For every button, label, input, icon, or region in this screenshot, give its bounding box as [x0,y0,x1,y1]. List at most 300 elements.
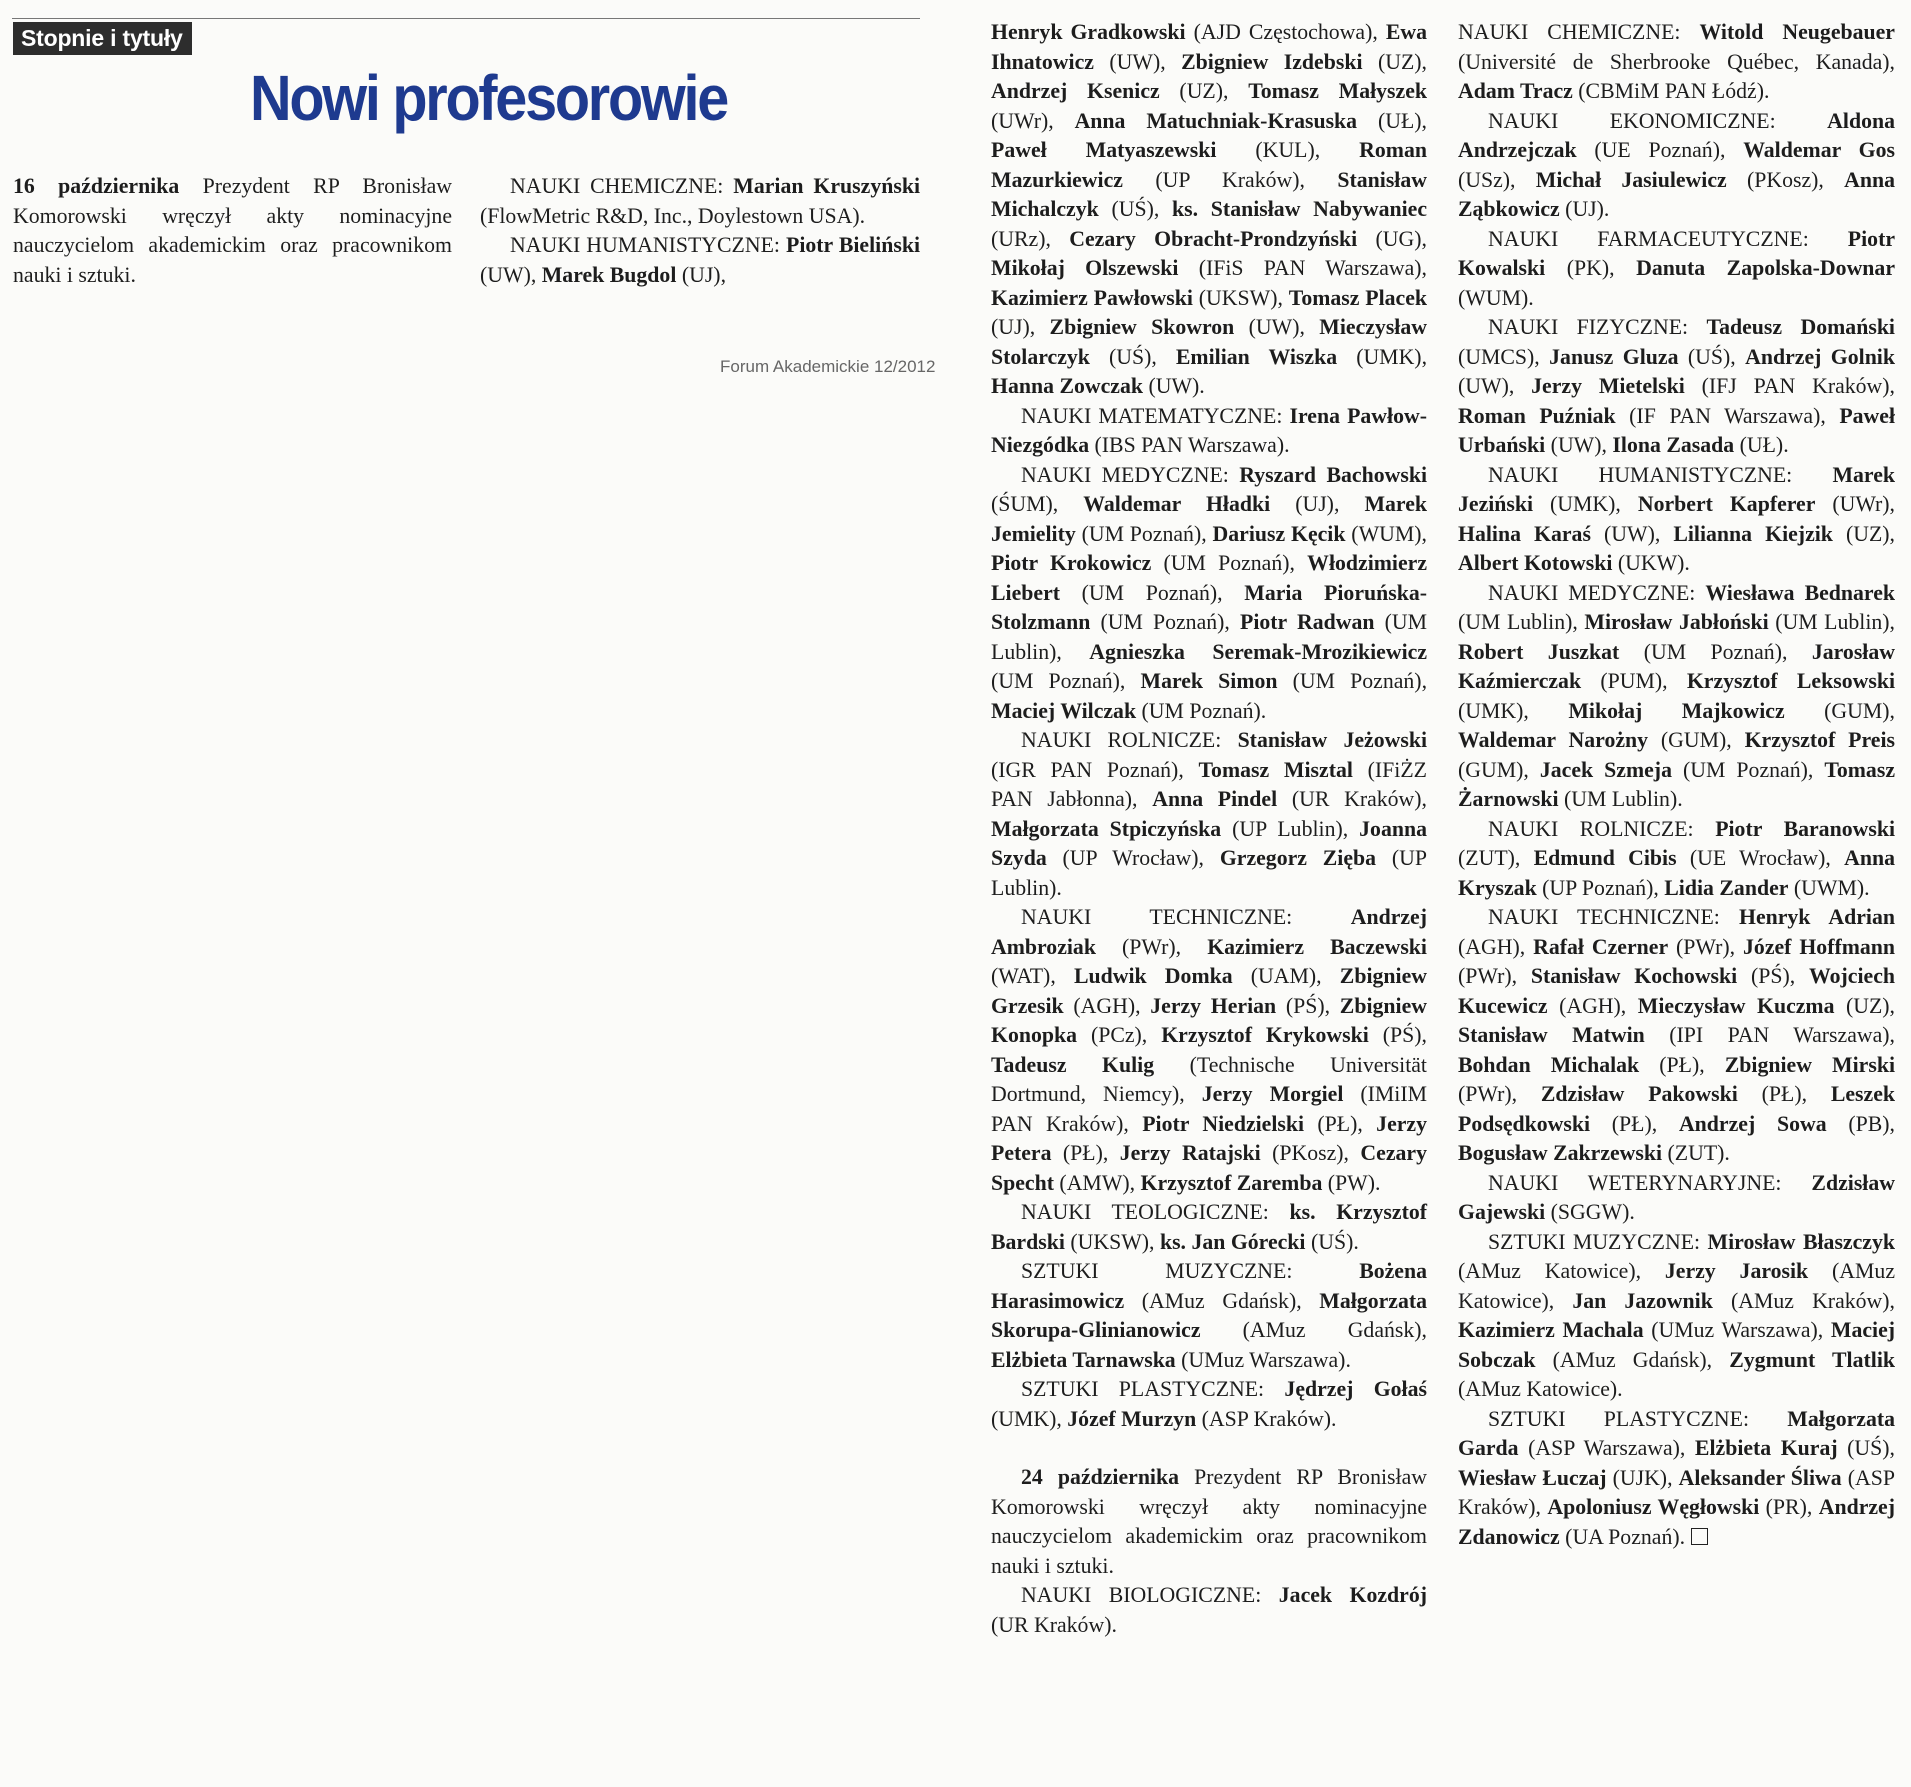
bold-name: Waldemar Gos [1743,138,1895,162]
bold-name: Andrzej Zdanowicz [1458,1495,1895,1549]
article-paragraph [1458,1228,1895,1405]
text-run: NAUKI EKONOMICZNE: [1488,108,1828,133]
bold-name: Danuta Zapolska-Downar [1636,256,1896,280]
bold-name: Janusz Gluza [1549,344,1679,369]
bold-name: Apoloniusz Węgłowski [1547,1495,1760,1519]
bold-name: Marek Jemielity [991,492,1427,546]
text-run: (PR), [1759,1495,1819,1519]
text-run: (IBS PAN Warszawa). [1089,433,1290,457]
text-run: (IF PAN Warszawa), [1615,403,1840,428]
bold-name: Albert Kotowski [1458,551,1613,575]
bold-name: Józef Hoffmann [1743,934,1896,959]
text-run: (UW). [1143,374,1205,398]
text-run: NAUKI TEOLOGICZNE: [1021,1200,1290,1224]
article-paragraph [1458,1405,1895,1553]
bold-name: Marek Bugdol [541,262,677,287]
text-run: (UM Poznań), [1075,521,1213,546]
bold-name: Adam Tracz [1458,79,1573,103]
text-run: (AJD Częstochowa), [1185,20,1386,44]
article-paragraph [1458,107,1895,225]
bold-name: Piotr Bieliński [786,233,921,257]
article-paragraph [991,1463,1427,1581]
bold-name: Mirosław Błaszczyk [1707,1229,1895,1254]
bold-name: Norbert Kapferer [1637,492,1816,516]
text-run: (UJ). [1559,197,1610,221]
text-run: (PKosz), [1726,167,1845,192]
bold-name: Aldona Andrzejczak [1458,108,1895,162]
bold-name: Włodzimierz Liebert [991,551,1427,605]
bold-name: Marek Simon [1140,669,1278,693]
bold-name: Ryszard Bachowski [1239,462,1427,487]
text-run: (UM Poznań). [1136,698,1267,723]
text-run: (UP Kraków), [1122,167,1338,192]
bold-name: Mikołaj Olszewski [991,256,1179,280]
bold-name: Aleksander Śliwa [1678,1465,1842,1490]
text-column-3 [1458,18,1895,1552]
text-run: (IFJ PAN Kraków), [1684,374,1895,398]
text-run: NAUKI BIOLOGICZNE: [1021,1583,1279,1607]
bold-name: Paweł Matyaszewski [991,138,1217,162]
text-run: NAUKI CHEMICZNE: [510,174,734,198]
bold-name: Małgorzata Garda [1458,1406,1895,1460]
text-run: (UZ), [1834,993,1895,1018]
bold-name: Jędrzej Gołaś [1284,1377,1427,1401]
text-run: NAUKI CHEMICZNE: [1458,20,1700,44]
bold-name: Anna Kryszak [1458,846,1896,900]
bold-name: Henryk Gradkowski [991,20,1186,44]
text-run: SZTUKI MUZYCZNE: [1021,1259,1360,1283]
bold-name: Krzysztof Leksowski [1686,669,1896,693]
text-run: (UMK), [991,1406,1068,1431]
text-run: (UZ), [1362,49,1427,74]
bold-name: Dariusz Kęcik [1212,521,1346,546]
text-run: (UMCS), [1458,344,1550,369]
bold-name: Zbigniew Konopka [991,993,1427,1047]
bold-name: Tomasz Placek [1288,285,1427,310]
text-run: (PWr), [1095,934,1208,959]
text-run: NAUKI ROLNICZE: [1021,728,1238,752]
text-run: (CBMiM PAN Łódź). [1572,79,1770,103]
bold-name: Maciej Wilczak [991,698,1137,723]
text-run: (UP Lublin). [991,846,1427,900]
section-label: Stopnie i tytuły [13,22,192,55]
bold-name: Tomasz Małyszek [1248,79,1428,103]
text-run: (USz), [1458,167,1536,192]
article-paragraph [1458,903,1895,1169]
bold-name: Jacek Szmeja [1539,757,1672,782]
text-column-1 [480,172,920,290]
text-run: (UZ), [1832,521,1895,546]
bold-name: Krzysztof Zaremba [1140,1170,1323,1195]
text-run: SZTUKI MUZYCZNE: [1488,1229,1708,1254]
text-run: (PŁ), [1051,1141,1120,1165]
article-paragraph [1458,461,1895,579]
bold-name: Jerzy Mietelski [1531,374,1685,398]
article-paragraph [1458,815,1895,904]
intro-column [13,172,452,290]
text-run: (PŚ), [1276,993,1340,1018]
text-run: (GUM), [1784,698,1895,723]
text-run: Prezydent RP Bronisław Komorowski wręczył akty nominacyjne nauczycielom akademickim oraz pracownikom nauki i sztuki. [991,1465,1427,1578]
bold-name: ks. Krzysztof Bardski [991,1200,1427,1254]
text-run: (UŁ), [1357,108,1427,133]
bold-name: Agnieszka Seremak-Mrozikiewicz [1089,639,1427,664]
bold-name: Jarosław Kaźmierczak [1458,639,1895,693]
text-run: (UMK), [1533,492,1638,516]
text-run: (UM Lublin), [1768,610,1896,634]
text-run: (UM Lublin), [1458,610,1585,634]
text-run: (UM Poznań), [1671,757,1825,782]
bold-name: Cezary Obracht-Prondzyński [1069,226,1358,251]
bold-name: Cezary Specht [991,1141,1427,1195]
text-run: (ASP Kraków). [1196,1406,1337,1431]
text-run: (UMK), [1337,344,1428,369]
text-run: (UW), [1458,374,1532,398]
bold-name: Wojciech Kucewicz [1458,964,1895,1018]
text-run: (UWr), [1815,492,1896,516]
text-run: (UJK), [1606,1465,1679,1490]
bold-name: Lilianna Kiejzik [1673,521,1833,546]
bold-name: Ludwik Domka [1073,964,1233,988]
text-run: (FlowMetric R&D, Inc., Doylestown USA). [480,203,866,228]
text-run: (UMK), [1458,698,1569,723]
text-run: (UWM). [1788,875,1870,900]
bold-name: Roman Mazurkiewicz [991,138,1427,192]
text-run: (KUL), [1216,138,1360,162]
bold-name: Stanisław Michalczyk [991,167,1427,221]
bold-name: Stanisław Matwin [1458,1023,1645,1047]
text-run: (URz), [991,226,1070,251]
bold-name: 24 października [1021,1465,1180,1489]
bold-name: Mikołaj Majkowicz [1568,698,1785,723]
text-run: (UKW). [1612,551,1690,575]
intro-date: 16 października [13,174,180,198]
bold-name: Anna Pindel [1152,787,1278,811]
bold-name: Andrzej Ksenicz [991,79,1160,103]
text-run: (UW), [480,262,542,287]
article-title: Nowi profesorowie [250,62,727,134]
text-run: SZTUKI PLASTYCZNE: [1021,1377,1285,1401]
text-run: (IGR PAN Poznań), [991,757,1199,782]
text-run: (IPI PAN Warszawa), [1644,1023,1896,1047]
text-run: (UŚ). [1305,1229,1359,1254]
text-run: (UMuz Warszawa), [1643,1318,1831,1342]
bold-name: Bohdan Michalak [1458,1052,1640,1077]
bold-name: Michał Jasiulewicz [1535,167,1727,192]
bold-name: Grzegorz Zięba [1219,846,1377,870]
text-run: (PŁ), [1639,1052,1725,1077]
bold-name: Jacek Kozdrój [1278,1583,1428,1607]
text-run: (UE Wrocław), [1676,846,1845,870]
text-run: (AMuz Gdańsk), [1124,1288,1320,1313]
article-paragraph [991,1581,1427,1640]
bold-name: Jerzy Morgiel [1201,1082,1344,1106]
text-run: (UŚ), [1678,344,1746,369]
bold-name: Piotr Kowalski [1458,226,1895,280]
text-run: (PWr), [1458,964,1531,988]
article-paragraph [480,172,920,231]
bold-name: Zbigniew Skowron [1049,315,1235,339]
text-run: (UM Poznań), [1151,551,1308,575]
article-paragraph [1458,579,1895,815]
text-run: (PŁ), [1590,1111,1679,1136]
bold-name: ks. Jan Górecki [1159,1229,1306,1254]
bold-name: Zbigniew Mirski [1724,1052,1895,1077]
bold-name: Tadeusz Kulig [991,1052,1155,1077]
bold-name: Leszek Podsędkowski [1458,1082,1895,1136]
text-run: (PŁ), [1304,1111,1377,1136]
bold-name: Robert Juszkat [1458,639,1620,664]
article-paragraph [991,1198,1427,1257]
text-run: NAUKI MEDYCZNE: [1021,462,1240,487]
text-run: (AMuz Katowice), [1458,1259,1895,1313]
text-run: (UM Poznań), [1619,639,1812,664]
text-run: (GUM), [1458,757,1540,782]
article-paragraph [991,461,1427,727]
bold-name: Tomasz Żarnowski [1458,757,1895,811]
bold-name: Ilona Zasada [1612,433,1735,457]
text-run: NAUKI MATEMATYCZNE: [1021,403,1290,428]
bold-name: Zdzisław Gajewski [1458,1170,1895,1224]
end-mark-icon [1691,1528,1708,1545]
bold-name: Jerzy Petera [991,1111,1427,1165]
bold-name: Piotr Radwan [1240,610,1375,634]
text-run: (UR Kraków). [991,1612,1117,1637]
text-run: (UM Lublin). [1558,787,1683,811]
text-run: (AMuz Gdańsk), [1535,1347,1730,1372]
text-run: (ZUT). [1662,1141,1730,1165]
text-column-2 [991,18,1427,1640]
bold-name: Piotr Krokowicz [991,551,1152,575]
bold-name: Elżbieta Tarnawska [991,1347,1176,1372]
bold-name: Zdzisław Pakowski [1540,1082,1738,1106]
bold-name: Hanna Zowczak [991,374,1143,398]
article-paragraph [1458,313,1895,461]
text-run: (UG), [1357,226,1427,251]
article-paragraph [991,903,1427,1198]
text-run: (UA Poznań). [1559,1524,1686,1549]
bold-name: Mirosław Jabłoński [1584,610,1769,634]
text-run: (UJ), [1270,492,1365,516]
bold-name: Małgorzata Stpiczyńska [991,816,1222,841]
bold-name: Piotr Baranowski [1715,816,1895,841]
text-run: (WUM). [1458,285,1534,310]
bold-name: Kazimierz Machala [1458,1318,1644,1342]
bold-name: Henryk Adrian [1738,905,1895,929]
text-run: (IFiŻZ PAN Jabłonna), [991,757,1427,811]
text-run: (UM Poznań), [1277,669,1428,693]
text-run: NAUKI HUMANISTYCZNE: [1488,462,1833,487]
text-run: (PŚ), [1368,1023,1427,1047]
bold-name: Zbigniew Grzesik [991,964,1427,1018]
text-run: NAUKI TECHNICZNE: [1021,905,1351,929]
bold-name: Bożena Harasimowicz [991,1259,1427,1313]
bold-name: ks. Stanisław Nabywaniec [1172,197,1427,221]
text-run: (UMuz Warszawa). [1175,1347,1351,1372]
text-run: (AGH), [1458,934,1534,959]
article-paragraph [991,1375,1427,1434]
bold-name: Emilian Wiszka [1175,344,1338,369]
article-paragraph [991,1257,1427,1375]
text-run: (Technische Universität Dortmund, Niemcy), [991,1052,1427,1106]
text-run: (UM Poznań), [991,669,1141,693]
bold-name: Stanisław Kochowski [1530,964,1738,988]
text-run: (AMuz Katowice). [1458,1377,1623,1401]
bold-name: Irena Pawłow-Niezgódka [991,403,1427,457]
bold-name: Elżbieta Kuraj [1694,1436,1838,1460]
bold-name: Roman Puźniak [1458,403,1616,428]
article-paragraph [991,726,1427,903]
text-run: (UM Lublin), [991,610,1428,664]
bold-name: Mieczysław Stolarczyk [991,315,1427,369]
text-run: (IFiS PAN Warszawa), [1178,256,1428,280]
text-run: (AMuz Gdańsk), [1200,1318,1427,1342]
text-run: NAUKI FARMACEUTYCZNE: [1488,226,1848,251]
text-run: (AMuz Kraków), [1712,1288,1895,1313]
source-credit: Forum Akademickie 12/2012 [720,357,936,376]
bold-name: Marek Jeziński [1458,462,1895,516]
bold-name: Anna Matuchniak-Krasuska [1074,108,1358,133]
text-run: (AGH), [1063,993,1151,1018]
bold-name: Waldemar Hładki [1083,492,1271,516]
text-run: (UKSW), [1064,1229,1160,1254]
article-paragraph [1458,225,1895,314]
bold-name: Krzysztof Krykowski [1161,1023,1369,1047]
bold-name: Maciej Sobczak [1458,1318,1896,1372]
bold-name: Maria Pioruńska-Stolzmann [991,580,1428,634]
text-run: NAUKI FIZYCZNE: [1488,315,1707,339]
text-run: (UZ), [1159,79,1249,103]
text-run: (PK), [1545,256,1637,280]
bold-name: Wiesław Łuczaj [1458,1465,1607,1490]
text-run: (GUM), [1648,728,1745,752]
intro-paragraph [13,172,452,290]
bold-name: Wiesława Bednarek [1705,580,1895,605]
text-run: (ZUT), [1458,846,1534,870]
text-run: (UP Wrocław), [1046,846,1220,870]
text-run: (PŁ), [1737,1082,1831,1106]
text-run: NAUKI TECHNICZNE: [1488,905,1739,929]
text-run: NAUKI HUMANISTYCZNE: [510,233,787,257]
text-run: (UJ), [991,315,1050,339]
text-run: (PWr), [1668,934,1744,959]
text-run: (UŚ), [1837,1436,1896,1460]
bold-name: Ewa Ihnatowicz [991,20,1427,74]
text-run: (UJ), [676,262,727,287]
text-run: (WAT), [991,964,1074,988]
text-run: (IMiIM PAN Kraków), [991,1082,1427,1136]
text-run: (UWr), [991,108,1075,133]
text-run: (UŚ), [1098,197,1173,221]
article-paragraph [480,231,920,290]
text-run: (UP Lublin), [1221,816,1360,841]
text-run: (UAM), [1232,964,1340,988]
text-run: (UP Poznań), [1536,875,1665,900]
bold-name: Piotr Niedzielski [1142,1111,1305,1136]
text-run: SZTUKI PLASTYCZNE: [1488,1406,1788,1431]
text-run: (AMW), [1053,1170,1141,1195]
bold-name: Kazimierz Pawłowski [991,285,1193,310]
bold-name: Anna Ząbkowicz [1458,167,1895,221]
text-run: (PKosz), [1260,1141,1361,1165]
text-run: (Université de Sherbrooke Québec, Kanada), [1458,49,1895,74]
text-run: (PB), [1826,1111,1895,1136]
bold-name: Józef Murzyn [1067,1406,1197,1431]
article-paragraph [1458,1169,1895,1228]
text-run: (PŚ), [1737,964,1810,988]
bold-name: Andrzej Sowa [1678,1111,1827,1136]
text-run: (UŚ), [1089,344,1176,369]
bold-name: Marian Kruszyński [733,174,920,198]
bold-name: Zygmunt Tlatlik [1729,1347,1895,1372]
text-run: (UW), [1093,49,1182,74]
text-run: NAUKI MEDYCZNE: [1488,580,1706,605]
bold-name: Małgorzata Skorupa-Glinianowicz [991,1288,1427,1342]
bold-name: Joanna Szyda [991,816,1427,870]
bold-name: Jan Jazownik [1572,1288,1713,1313]
text-run: (AMuz Katowice), [1458,1259,1665,1283]
text-run: (ASP Warszawa), [1518,1436,1695,1460]
bold-name: Halina Karaś [1458,521,1591,546]
text-run: (UŁ). [1734,433,1789,457]
bold-name: Tadeusz Domański [1706,315,1895,339]
text-run: (ASP Kraków), [1458,1465,1895,1519]
bold-name: Bogusław Zakrzewski [1458,1141,1663,1165]
bold-name: Jerzy Jarosik [1664,1259,1809,1283]
bold-name: Andrzej Ambroziak [991,905,1427,959]
text-run: (PUM), [1581,669,1687,693]
text-run: (PWr), [1458,1082,1541,1106]
bold-name: Krzysztof Preis [1744,728,1895,752]
bold-name: Witold Neugebauer [1699,20,1895,44]
text-run: (UM Poznań), [1090,610,1240,634]
bold-name: Waldemar Narożny [1458,728,1649,752]
text-run: (UW), [1590,521,1674,546]
text-run: (UW), [1234,315,1320,339]
text-run: (WUM), [1345,521,1427,546]
bold-name: Zbigniew Izdebski [1181,49,1363,74]
article-paragraph [1458,18,1895,107]
text-run: (UW), [1545,433,1613,457]
text-run: (UR Kraków), [1277,787,1427,811]
text-run: (ŚUM), [991,492,1084,516]
text-run: (UM Poznań), [1060,580,1245,605]
bold-name: Stanisław Jeżowski [1237,728,1428,752]
text-run: (SGGW). [1545,1200,1635,1224]
article-paragraph [991,18,1427,402]
text-run: (PW). [1322,1170,1381,1195]
text-run: (UE Poznań), [1576,138,1744,162]
intro-text: Prezydent RP Bronisław Komorowski wręczył akty nominacyjne nauczycielom akademickim oraz pracownikom nauki i sztuki. [13,174,452,287]
bold-name: Mieczysław Kuczma [1637,993,1835,1018]
bold-name: Kazimierz Baczewski [1207,934,1427,959]
bold-name: Jerzy Ratajski [1119,1141,1261,1165]
bold-name: Edmund Cibis [1533,846,1677,870]
bold-name: Rafał Czerner [1533,934,1669,959]
bold-name: Jerzy Herian [1150,993,1277,1018]
text-run: NAUKI ROLNICZE: [1488,816,1716,841]
top-rule [12,18,920,19]
bold-name: Andrzej Golnik [1745,344,1895,369]
text-run: (AGH), [1547,993,1638,1018]
article-paragraph [991,402,1427,461]
bold-name: Paweł Urbański [1458,403,1895,457]
text-run: NAUKI WETERYNARYJNE: [1488,1170,1812,1195]
text-run: (PCz), [1077,1023,1162,1047]
bold-name: Tomasz Misztal [1198,757,1353,782]
bold-name: Lidia Zander [1664,875,1789,900]
text-run: (UKSW), [1192,285,1289,310]
